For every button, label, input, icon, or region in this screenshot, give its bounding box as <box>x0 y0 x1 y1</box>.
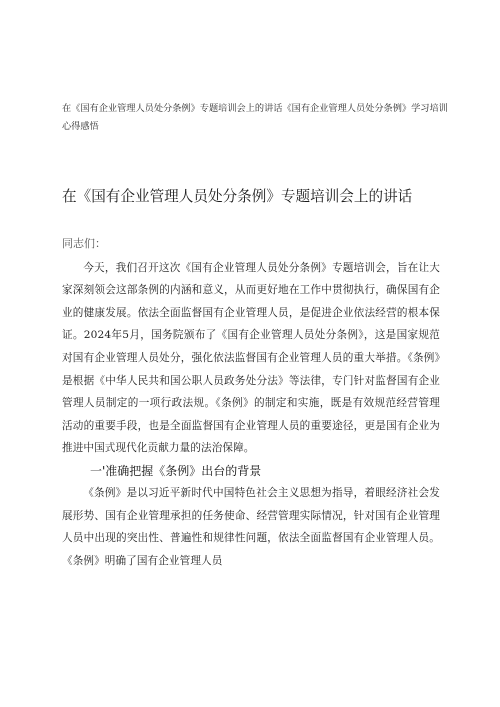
body-paragraph: 今天，我们召开这次《国有企业管理人员处分条例》专题培训会，旨在让大家深刻领会这部条例的内涵和意义，从而更好地在工作中贯彻执行，确保国有企业的健康发展。依法全面监督国有企业管理人员，是促进企业依法经营的根本保证。2024年5月，国务院颁布了《国有企业管理人员处分条例》，这是国家规范对国有企业管理人员处分，强化依法监督国有企业管理人员的重大举措。《条例》是根据《中华人民共和国公职人员政务处分法》等法律，专门针对监督国有企业管理人员制定的一项行政法规。《条例》的制定和实施，既是有效规范经营管理活动的重要手段，也是全面监督国有企业管理人员的重要途径，更是国有企业为推进中国式现代化贡献力量的法治保障。 <box>62 261 440 455</box>
document-body <box>62 233 440 572</box>
document-header: 在《国有企业管理人员处分条例》专题培训会上的讲话《国有企业管理人员处分条例》学习培训心得感悟 <box>62 103 448 132</box>
section-heading: 一'准确把握《条例》出台的背景 <box>90 463 262 478</box>
salutation: 同志们： <box>62 237 106 250</box>
page-title: 在《国有企业管理人员处分条例》专题培训会上的讲话 <box>62 188 413 205</box>
body-paragraph: 《条例》是以习近平新时代中国特色社会主义思想为指导，着眼经济社会发展形势、国有企业管理承担的任务使命、经营管理实际情况，针对国有企业管理人员中出现的突出性、普遍性和规律性问题，依法全面监督国有企业管理人员。《条例》明确了国有企业管理人员 <box>62 486 440 567</box>
